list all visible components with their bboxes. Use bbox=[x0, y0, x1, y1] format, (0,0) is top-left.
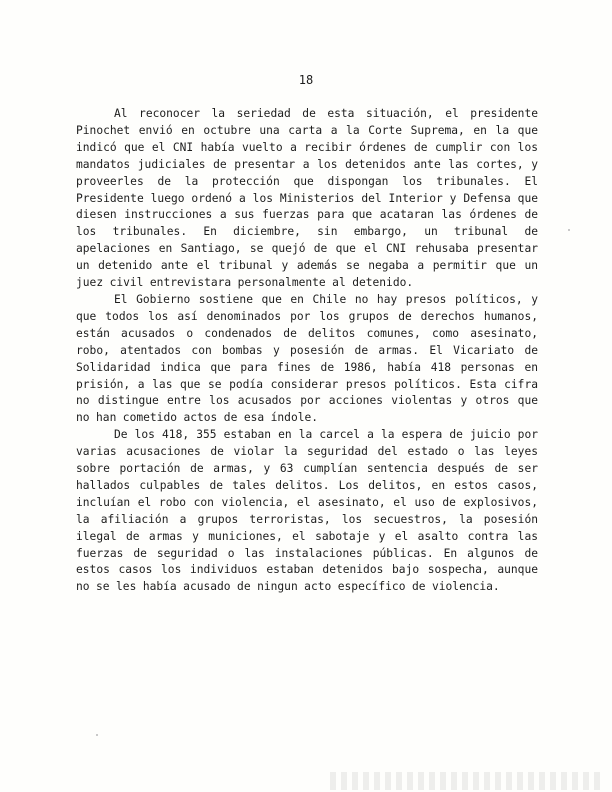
show-through-mark bbox=[330, 772, 600, 790]
page-number: 18 bbox=[298, 73, 314, 87]
paragraph-1: Al reconocer la seriedad de esta situación, el presidente Pinochet envió en octubre una carta a la Corte Suprema, en la que indicó que el CNI había vuelto a recibir órdenes de cumplir con los mandatos judiciales de presentar a los detenidos ante las cortes, y proveerles de la protección que dispongan los tribunales. El Presidente luego ordenó a los Ministerios del Interior y Defensa que diesen instrucciones a sus fuerzas para que acataran las órdenes de los tribunales. En diciembre, sin embargo, un tribunal de apelaciones en Santiago, se quejó de que el CNI rehusaba presentar un detenido ante el tribunal y además se negaba a permitir que un juez civil entrevistara personalmente al detenido. bbox=[76, 107, 538, 290]
paragraph-3: De los 418, 355 estaban en la carcel a la espera de juicio por varias acusaciones de violar la seguridad del estado o las leyes sobre portación de armas, y 63 cumplían sentencia después de ser hallados culpables de tales delitos. Los delitos, en estos casos, incluían el robo con violencia, el asesinato, el uso de explosivos, la afiliación a grupos terroristas, los secuestros, la posesión ilegal de armas y municiones, el sabotaje y el asalto contra las fuerzas de seguridad o las instalaciones públicas. En algunos de estos casos los individuos estaban detenidos bajo sospecha, aunque no se les había acusado de ningun acto específico de violencia. bbox=[76, 428, 538, 594]
scan-speck bbox=[568, 229, 570, 231]
body-text bbox=[76, 106, 538, 596]
scan-speck bbox=[96, 734, 98, 736]
paragraph-2: El Gobierno sostiene que en Chile no hay presos políticos, y que todos los así denominados por los grupos de derechos humanos, están acusados o condenados de delitos comunes, como asesinato, robo, atentados con bombas y posesión de armas. El Vicariato de Solidaridad indica que para fines de 1986, había 418 personas en prisión, a las que se podía considerar presos políticos. Esta cifra no distingue entre los acusados por acciones violentas y otros que no han cometido actos de esa índole. bbox=[76, 292, 538, 425]
